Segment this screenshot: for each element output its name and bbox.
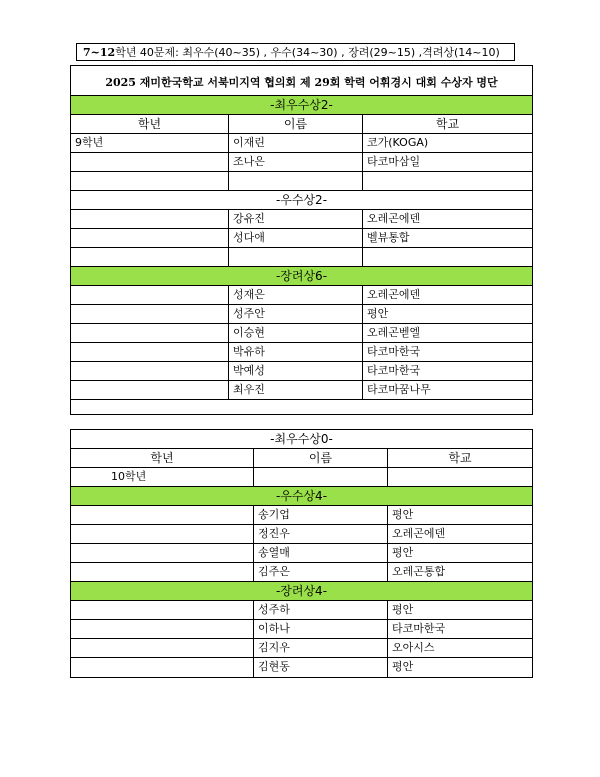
band-excellence: -우수상4-	[71, 486, 532, 505]
table-row	[71, 209, 532, 228]
student-name: 최우진	[229, 381, 363, 399]
table-row	[71, 600, 532, 619]
student-name: 김주은	[254, 563, 388, 581]
student-name: 송열매	[254, 544, 388, 562]
school-name: 코가(KOGA)	[367, 136, 429, 149]
table-row	[71, 285, 532, 304]
table-row	[71, 619, 532, 638]
header-grade: 학년	[71, 115, 229, 133]
table-row	[71, 342, 532, 361]
school-name: 오레곤통합	[392, 565, 446, 578]
table-row	[71, 380, 532, 399]
table-row-empty	[71, 171, 532, 190]
header-name: 이름	[229, 115, 363, 133]
band-encouragement: -장려상4-	[71, 581, 532, 600]
grade-cell	[71, 153, 229, 171]
band-excellence: -우수상2-	[71, 190, 532, 209]
table-header	[71, 448, 532, 467]
band-encouragement: -장려상6-	[71, 266, 532, 285]
table-row	[71, 467, 532, 486]
student-name: 박유하	[229, 343, 363, 361]
table-row	[71, 505, 532, 524]
header-school: 학교	[448, 451, 472, 465]
table-row	[71, 562, 532, 581]
school-name: 평안	[392, 508, 414, 521]
school-name: 타코마한국	[367, 345, 421, 358]
school-name: 벨뷰통합	[367, 231, 410, 244]
student-name: 정진우	[254, 525, 388, 543]
table-row-empty	[71, 247, 532, 266]
student-name: 이재린	[229, 134, 363, 152]
criteria-grades: 7~12	[83, 46, 116, 59]
school-name: 타코마한국	[392, 622, 446, 635]
school-name: 타코마한국	[367, 364, 421, 377]
school-name: 오레곤벧엘	[367, 326, 421, 339]
school-name: 평안	[392, 660, 414, 673]
student-name: 강유진	[229, 210, 363, 228]
table-row	[71, 657, 532, 677]
grade-label: 10학년	[71, 468, 254, 486]
school-name: 평안	[392, 546, 414, 559]
grade-label: 9학년	[71, 134, 229, 152]
student-name: 이승현	[229, 324, 363, 342]
school-name: 오레곤에덴	[392, 527, 446, 540]
student-name: 성주안	[229, 305, 363, 323]
school-name: 오레곤에덴	[367, 212, 421, 225]
school-name: 타코마꿈나무	[367, 383, 431, 396]
band-top-award: -최우수상0-	[71, 429, 532, 448]
table-row	[71, 304, 532, 323]
table-row	[71, 228, 532, 247]
student-name: 성주하	[254, 601, 388, 619]
table-row	[71, 152, 532, 171]
table-row	[71, 524, 532, 543]
band-top-award: -최우수상2-	[71, 95, 532, 114]
table-row	[71, 361, 532, 380]
student-name: 이하나	[254, 620, 388, 638]
table-header	[71, 114, 532, 133]
header-grade: 학년	[71, 449, 254, 467]
student-name: 조나은	[229, 153, 363, 171]
table-row	[71, 323, 532, 342]
school-name: 오레곤에덴	[367, 288, 421, 301]
student-name: 김현동	[254, 658, 388, 677]
school-name: 오아시스	[392, 641, 435, 654]
table-row	[71, 133, 532, 152]
table-row	[71, 543, 532, 562]
grade9-rows	[70, 65, 533, 415]
header-school: 학교	[435, 117, 460, 131]
student-name: 성다애	[229, 229, 363, 247]
student-name: 송기업	[254, 506, 388, 524]
scoring-criteria	[76, 43, 515, 61]
criteria-text: 학년 40문제: 최우수(40~35) , 우수(34~30) , 장려(29~15) ,격려상(14~10)	[115, 46, 500, 59]
student-name: 박예성	[229, 362, 363, 380]
grade10-table	[70, 429, 533, 678]
student-name: 김지우	[254, 639, 388, 657]
document-title: 2025 재미한국학교 서북미지역 협의회 제 29회 학력 어휘경시 대회 수상자 명단	[105, 76, 498, 89]
table-row-empty	[71, 399, 532, 414]
school-name: 타코마삼일	[367, 155, 421, 168]
header-name: 이름	[254, 449, 388, 467]
school-name: 평안	[367, 307, 389, 320]
school-name: 평안	[392, 603, 414, 616]
student-name: 성재은	[229, 286, 363, 304]
table-row	[71, 638, 532, 657]
